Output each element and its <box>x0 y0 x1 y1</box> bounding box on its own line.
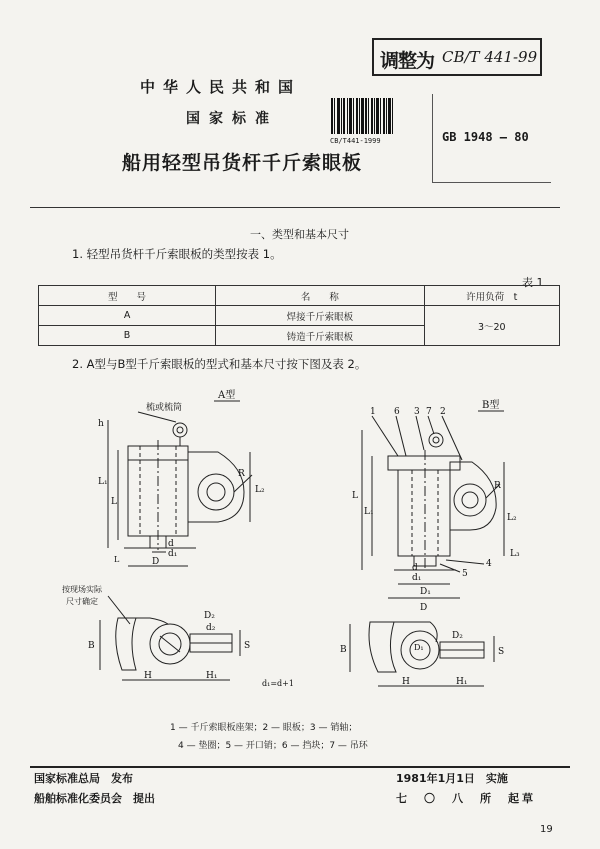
barcode-number: CB/T441-1999 <box>330 137 381 145</box>
table-1-label: 表 1 <box>522 276 544 289</box>
svg-text:d₂: d₂ <box>206 623 216 633</box>
svg-text:R: R <box>238 469 245 479</box>
figure-b-type-label: B型 <box>482 400 500 411</box>
svg-text:H: H <box>144 671 152 681</box>
row-name: 焊接千斤索眼板 <box>216 306 424 326</box>
svg-text:d: d <box>412 563 418 573</box>
standard-type-header: 国家标准 <box>186 111 278 127</box>
callout-6: 6 <box>394 407 400 417</box>
header-name: 名 称 <box>216 286 424 306</box>
svg-text:L₃: L₃ <box>510 549 520 559</box>
svg-text:S: S <box>244 641 251 651</box>
svg-text:H₁: H₁ <box>456 677 468 687</box>
svg-text:L: L <box>111 497 117 507</box>
callout-7: 7 <box>426 407 432 417</box>
figure-a-type-label: A型 <box>218 390 236 401</box>
svg-text:L₂: L₂ <box>507 513 517 523</box>
svg-text:D₁: D₁ <box>420 587 431 597</box>
legend-line-1: 1 — 千斤索眼板座架；2 — 眼板；3 — 销轴； <box>170 723 358 733</box>
svg-text:L: L <box>114 555 120 564</box>
svg-text:D₂: D₂ <box>452 631 463 641</box>
page-number: 19 <box>540 824 553 835</box>
callout-3: 3 <box>414 407 420 417</box>
figure-b-front-view <box>352 398 520 613</box>
callout-1: 1 <box>370 407 376 417</box>
svg-text:L₁: L₁ <box>364 507 374 517</box>
drafter: 七 〇 八 所 起草 <box>396 792 536 805</box>
figure-a-note-top: 梳或梳筒 <box>146 403 183 413</box>
figure-b-plan-view <box>340 622 504 687</box>
svg-text:d: d <box>168 539 174 549</box>
header-load: 许用负荷 t <box>424 286 559 306</box>
formula: d₁=d+1 <box>262 679 294 688</box>
svg-text:L₁: L₁ <box>98 477 108 487</box>
legend-line-2: 4 — 垫圈；5 — 开口销；6 — 挡块；7 — 吊环 <box>178 741 368 751</box>
row-type: B <box>39 326 216 346</box>
svg-text:D₁: D₁ <box>414 643 424 652</box>
callout-2: 2 <box>440 407 446 417</box>
svg-text:按现场实际: 按现场实际 <box>62 585 102 594</box>
svg-text:H₁: H₁ <box>206 671 218 681</box>
technical-drawing <box>0 380 600 720</box>
barcode-graphic <box>330 98 394 134</box>
document-title: 船用轻型吊货杆千斤索眼板 <box>122 152 363 174</box>
svg-text:L₂: L₂ <box>255 485 265 495</box>
svg-text:d₁: d₁ <box>412 573 422 583</box>
svg-text:H: H <box>402 677 410 687</box>
callout-5: 5 <box>462 569 468 579</box>
footer-divider <box>30 766 570 768</box>
proposer: 船舶标准化委员会 提出 <box>34 792 155 805</box>
figure-a-plan-view <box>62 584 294 688</box>
paragraph-1: 1. 轻型吊货杆千斤索眼板的类型按表 1。 <box>72 247 282 261</box>
section-1-heading: 一、类型和基本尺寸 <box>250 228 349 241</box>
svg-text:L: L <box>352 491 358 501</box>
table-row <box>39 306 560 326</box>
row-name: 铸造千斤索眼板 <box>216 326 424 346</box>
row-load: 3～20 <box>424 306 559 346</box>
svg-text:R: R <box>494 481 501 491</box>
stamp-code: CB/T 441-99 <box>442 48 538 66</box>
issuer: 国家标准总局 发布 <box>34 772 133 785</box>
svg-text:B: B <box>340 645 347 655</box>
table-header-row <box>39 286 560 306</box>
svg-text:D: D <box>420 603 428 613</box>
title-divider <box>30 207 560 208</box>
svg-text:d₁: d₁ <box>168 549 178 559</box>
svg-text:B: B <box>88 641 95 651</box>
effective-date: 1981年1月1日 实施 <box>396 772 508 785</box>
stamp-label: 调整为 <box>380 50 435 72</box>
svg-text:D₂: D₂ <box>204 611 215 621</box>
figure-a-front-view <box>98 388 265 567</box>
paragraph-2: 2. A型与B型千斤索眼板的型式和基本尺寸按下图及表 2。 <box>72 357 367 371</box>
country-header: 中华人民共和国 <box>140 78 302 96</box>
svg-text:尺寸确定: 尺寸确定 <box>66 597 98 606</box>
callout-4: 4 <box>486 559 492 569</box>
standard-number: GB 1948 — 80 <box>442 130 529 144</box>
header-type: 型 号 <box>39 286 216 306</box>
revision-stamp <box>372 38 542 76</box>
svg-text:D: D <box>152 557 160 567</box>
svg-text:h: h <box>98 419 104 429</box>
row-type: A <box>39 306 216 326</box>
svg-text:S: S <box>498 647 505 657</box>
table-1 <box>38 285 560 346</box>
